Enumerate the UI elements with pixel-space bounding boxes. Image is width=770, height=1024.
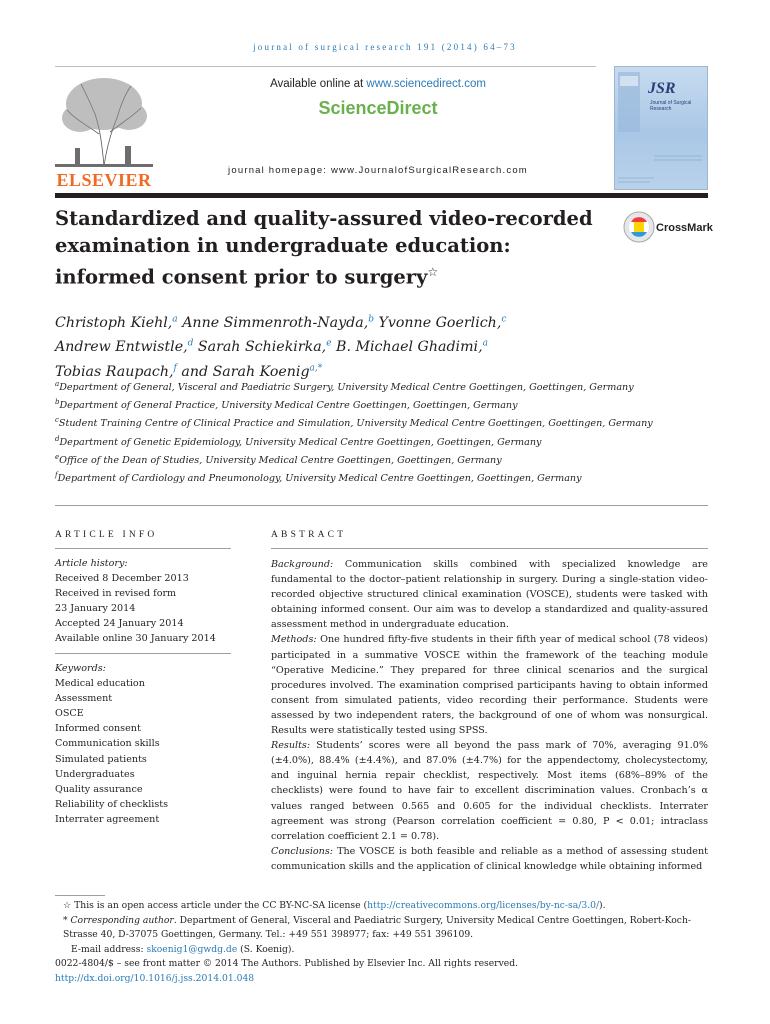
- history-item: Received 8 December 2013: [55, 573, 189, 585]
- section-rule: [55, 505, 708, 506]
- keywords: [55, 661, 235, 827]
- affiliation: $^a$Department of General, Visceral and Paediatric Surgery, University Medical Centre Goettingen, Goettingen, Germany: [55, 380, 634, 394]
- article-history: [55, 556, 235, 647]
- affiliation: $^e$Office of the Dean of Studies, University Medical Centre Goettingen, Goettingen, Germany: [55, 452, 502, 466]
- keyword: Medical education: [55, 678, 145, 690]
- abstract-results: Results: Students’ scores were all beyond the pass mark of 70%, averaging 91.0% (±4.0%), 88.4% (±4.4%), and 87.0% (±4.7%) for the appendectomy, cholecystectomy, and inguinal hernia repair checklist, respectively. Most items (68%–89% of the checklists) were found to have fair to excellent discrimination values. Cronbach’s α values ranged between 0.565 and 0.605 for the individual checklists. Interrater agreement was strong (Pearson correlation coefficient = 0.80, P < 0.01; intraclass correlation coefficient 2.1 = 0.78).: [271, 740, 708, 842]
- keyword: OSCE: [55, 708, 84, 720]
- abstract-header: ABSTRACT: [271, 530, 347, 540]
- title-footnote-mark[interactable]: ☆: [427, 265, 439, 279]
- keyword: Interrater agreement: [55, 813, 160, 825]
- abstract-rule: [271, 548, 708, 549]
- sciencedirect-link[interactable]: www.sciencedirect.com: [366, 78, 486, 90]
- email-link[interactable]: skoenig1@gwdg.de: [146, 943, 238, 955]
- author-list: [55, 309, 675, 383]
- affiliation: $^c$Student Training Centre of Clinical Practice and Simulation, University Medical Centre Goettingen, Goettingen, Germany: [55, 416, 653, 430]
- affiliation: $^f$Department of Cardiology and Pneumonology, University Medical Centre Goettingen, Goettingen, Germany: [55, 470, 582, 485]
- corresponding-author-note: * Corresponding author. Department of General, Visceral and Paediatric Surgery, University Medical Centre Goettingen, Robert-Koch-Strasse 40, D-37075 Goettingen, Germany. Tel.: +49 551 398977; fax: +49 551 396109.: [63, 914, 691, 940]
- keywords-label: Keywords:: [55, 663, 106, 674]
- abstract-background: Background: Communication skills combined with specialized knowledge are fundamental to the doctor–patient relationship in surgery. During a single-station video-recorded objective structured clinical examination (VOSCE), students were tasked with obtaining informed consent. Our aim was to develop a standardized and quality-assured assessment method in undergraduate education.: [271, 559, 708, 631]
- keyword: Simulated patients: [55, 753, 147, 765]
- running-head: journal of surgical research 191 (2014) 64–73: [253, 42, 517, 52]
- keyword: Communication skills: [55, 738, 160, 750]
- sciencedirect-logo[interactable]: ScienceDirect: [318, 98, 438, 118]
- abstract-methods: Methods: One hundred fifty-five students in their fifth year of medical school (78 videos) participated in a summative VOSCE within the framework of the teaching module “Operative Medicine.” They prepared for three clinical scenarios and the surgical procedures involved. The examination comprised participants having to obtain informed consent from simulated patients, video recording their performance. Students were assessed by two independent raters, the background of one of whom was nonsurgical. Results were statistically tested using SPSS.: [271, 634, 708, 737]
- article-title: Standardized and quality-assured video-recorded examination in undergraduate education: informed consent prior to surgery☆: [55, 207, 593, 289]
- keyword: Informed consent: [55, 723, 141, 735]
- author: Anne Simmenroth-Nayda,$^b$: [182, 314, 374, 331]
- available-online: Available online at www.sciencedirect.com: [270, 78, 486, 90]
- author: Christoph Kiehl,$^a$: [55, 314, 178, 331]
- author: Andrew Entwistle,$^d$: [55, 338, 194, 356]
- author: Sarah Schiekirka,$^e$: [197, 338, 332, 356]
- history-item: Available online 30 January 2014: [55, 633, 216, 645]
- license-link[interactable]: http://creativecommons.org/licenses/by-nc-sa/3.0/: [367, 900, 600, 911]
- keyword: Undergraduates: [55, 768, 135, 780]
- affiliation: $^d$Department of Genetic Epidemiology, University Medical Centre Goettingen, Goettingen, Germany: [55, 434, 542, 448]
- article-info-header: ARTICLE INFO: [55, 530, 158, 540]
- cover-subtitle: Journal of Surgical Research: [650, 100, 692, 112]
- affiliations: [55, 377, 655, 486]
- doi-link[interactable]: http://dx.doi.org/10.1016/j.jss.2014.01.048: [55, 972, 255, 984]
- journal-homepage[interactable]: journal homepage: www.JournalofSurgicalResearch.com: [228, 165, 528, 176]
- article-info-rule: [55, 548, 231, 549]
- elsevier-wordmark: ELSEVIER: [56, 170, 152, 190]
- history-label: Article history:: [55, 558, 128, 569]
- open-access-note: ☆ This is an open access article under the CC BY-NC-SA license (http://creativecommons.org/licenses/by-nc-sa/3.0/).: [63, 900, 606, 911]
- author: Tobias Raupach,$^f$: [55, 363, 177, 381]
- keyword: Reliability of checklists: [55, 798, 169, 810]
- header-rule: [55, 193, 708, 198]
- author: B. Michael Ghadimi,$^a$: [336, 338, 488, 356]
- history-item: 23 January 2014: [55, 603, 136, 615]
- email-note: E-mail address: skoenig1@gwdg.de (S. Koenig).: [71, 943, 295, 955]
- abstract-conclusions: Conclusions: The VOSCE is both feasible and reliable as a method of assessing student communication skills and the application of clinical knowledge while obtaining informed: [271, 845, 708, 872]
- copyright-line: 0022-4804/$ – see front matter © 2014 The Authors. Published by Elsevier Inc. All rights reserved.: [55, 958, 518, 969]
- history-item: Received in revised form: [55, 588, 177, 600]
- abstract-body: [271, 557, 708, 874]
- author: and Sarah Koenig$^{a,*}$: [181, 363, 323, 381]
- keyword: Quality assurance: [55, 783, 143, 795]
- keyword: Assessment: [55, 693, 113, 705]
- footnotes: [55, 899, 708, 986]
- author: Yvonne Goerlich,$^c$: [378, 314, 507, 331]
- cover-title: JSR: [648, 80, 676, 97]
- history-item: Accepted 24 January 2014: [55, 618, 184, 630]
- keywords-rule: [55, 653, 231, 654]
- affiliation: $^b$Department of General Practice, University Medical Centre Goettingen, Goettingen, Germany: [55, 398, 518, 412]
- footnote-rule: [55, 895, 105, 896]
- crossmark-label[interactable]: CrossMark: [656, 222, 713, 234]
